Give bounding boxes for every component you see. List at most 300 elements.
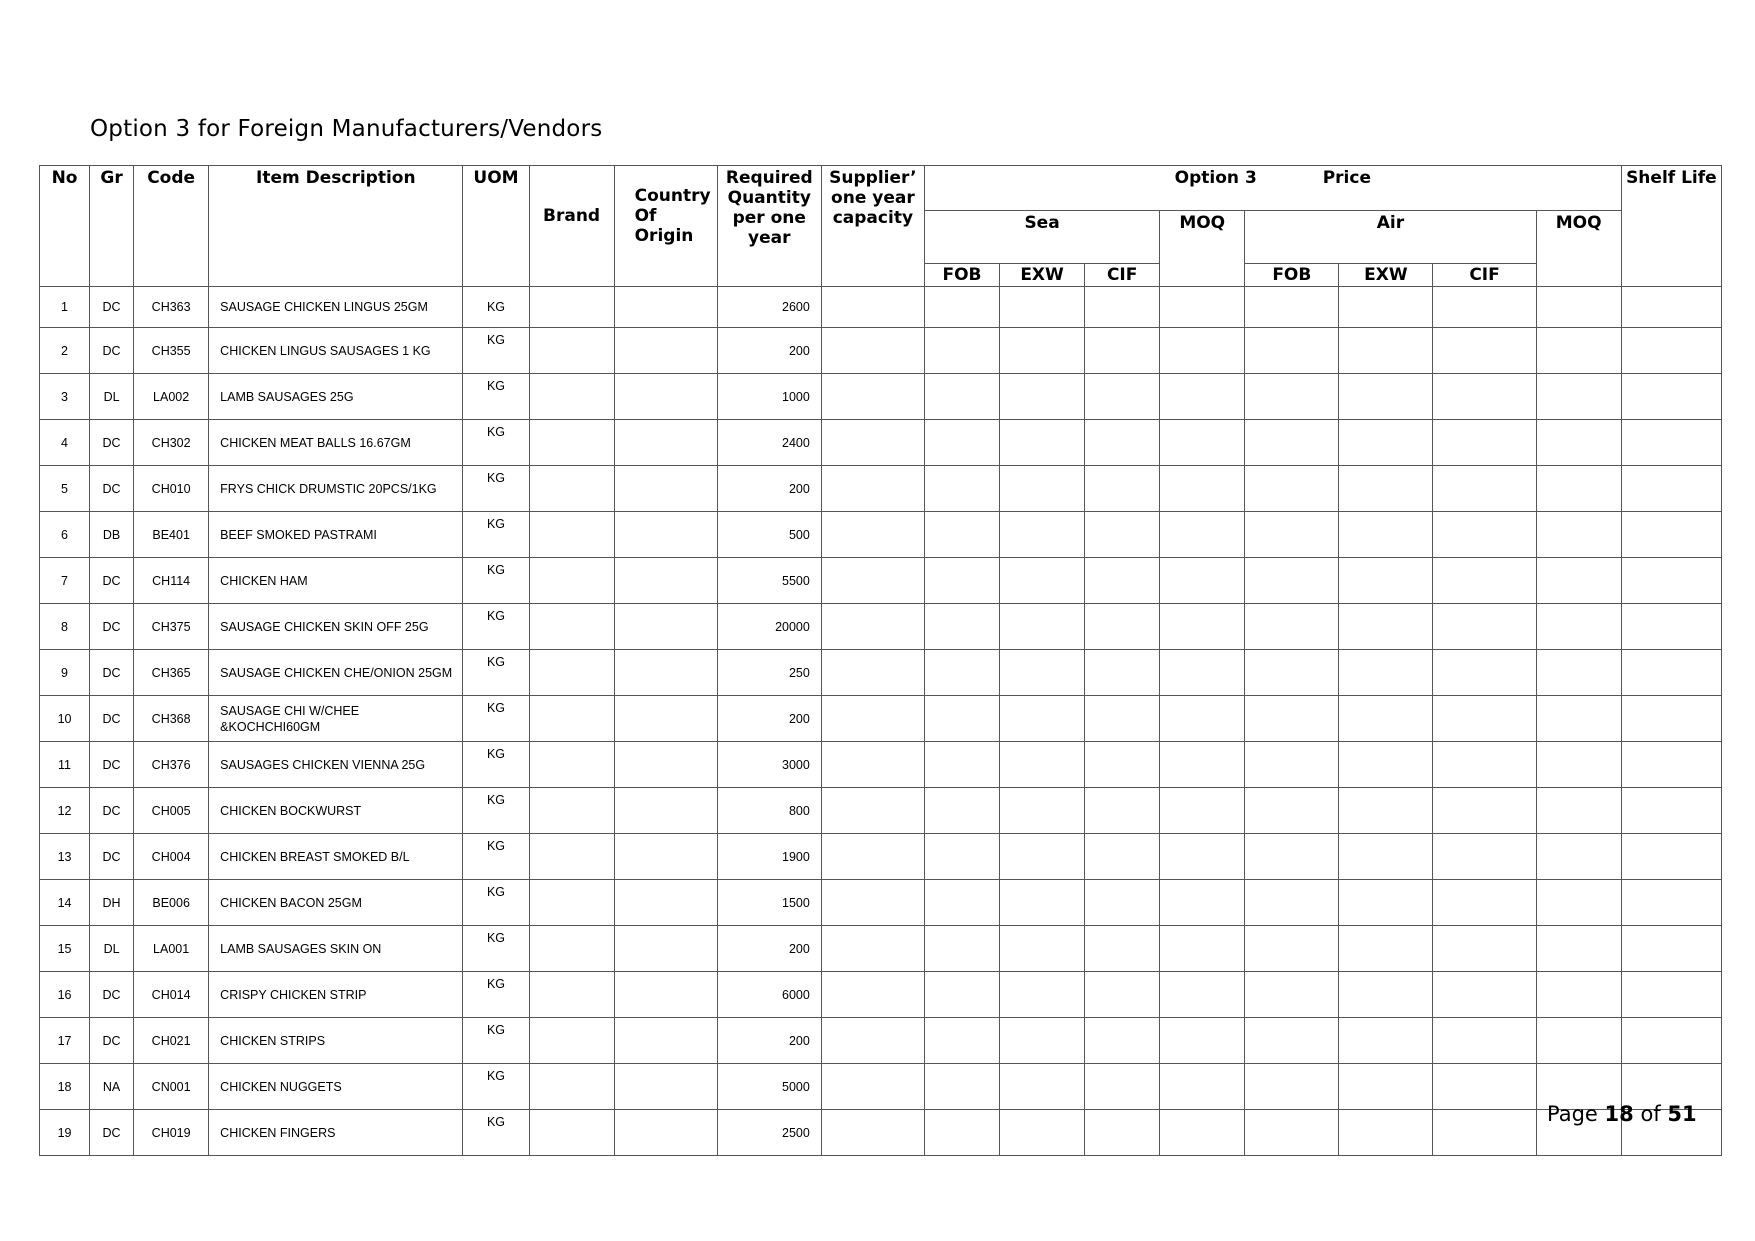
cell-sea-cif bbox=[1085, 650, 1160, 696]
cell-sea-fob bbox=[924, 972, 999, 1018]
cell-required-quantity: 200 bbox=[717, 1018, 821, 1064]
cell-sea-exw bbox=[1000, 1064, 1085, 1110]
cell-no: 5 bbox=[40, 466, 90, 512]
cell-moq-sea bbox=[1160, 742, 1245, 788]
table-row bbox=[40, 742, 1722, 788]
cell-no: 13 bbox=[40, 834, 90, 880]
cell-sea-cif bbox=[1085, 788, 1160, 834]
cell-no: 7 bbox=[40, 558, 90, 604]
table-row bbox=[40, 696, 1722, 742]
cell-uom: KG bbox=[463, 972, 529, 1018]
cell-item-description: CHICKEN FINGERS bbox=[209, 1110, 463, 1156]
cell-sea-fob bbox=[924, 880, 999, 926]
cell-air-cif bbox=[1433, 287, 1536, 328]
cell-air-fob bbox=[1245, 696, 1339, 742]
cell-shelf-life bbox=[1621, 287, 1721, 328]
cell-gr: DC bbox=[90, 1110, 134, 1156]
header-required-quantity: Required Quantity per one year bbox=[717, 166, 821, 287]
header-option-price bbox=[924, 166, 1621, 211]
cell-no: 6 bbox=[40, 512, 90, 558]
cell-sea-cif bbox=[1085, 1110, 1160, 1156]
table-row bbox=[40, 512, 1722, 558]
header-moq-sea: MOQ bbox=[1160, 211, 1245, 287]
cell-shelf-life bbox=[1621, 834, 1721, 880]
table-row bbox=[40, 1110, 1722, 1156]
cell-country-of-origin bbox=[614, 287, 717, 328]
cell-sea-exw bbox=[1000, 512, 1085, 558]
cell-required-quantity: 5500 bbox=[717, 558, 821, 604]
cell-supplier-capacity bbox=[821, 512, 924, 558]
cell-no: 17 bbox=[40, 1018, 90, 1064]
cell-moq-sea bbox=[1160, 604, 1245, 650]
cell-shelf-life bbox=[1621, 650, 1721, 696]
cell-gr: DC bbox=[90, 604, 134, 650]
cell-no: 8 bbox=[40, 604, 90, 650]
cell-moq-air bbox=[1536, 558, 1621, 604]
cell-moq-air bbox=[1536, 742, 1621, 788]
cell-country-of-origin bbox=[614, 1018, 717, 1064]
cell-air-exw bbox=[1339, 742, 1433, 788]
cell-gr: DC bbox=[90, 1018, 134, 1064]
cell-air-fob bbox=[1245, 834, 1339, 880]
cell-country-of-origin bbox=[614, 466, 717, 512]
cell-sea-cif bbox=[1085, 834, 1160, 880]
cell-moq-sea bbox=[1160, 287, 1245, 328]
cell-air-fob bbox=[1245, 604, 1339, 650]
cell-uom: KG bbox=[463, 604, 529, 650]
cell-sea-exw bbox=[1000, 788, 1085, 834]
cell-moq-sea bbox=[1160, 972, 1245, 1018]
header-country-of-origin: Country Of Origin bbox=[614, 166, 717, 287]
page-of: of bbox=[1640, 1102, 1661, 1126]
header-sea-exw: EXW bbox=[1000, 264, 1085, 287]
header-air-cif: CIF bbox=[1433, 264, 1536, 287]
cell-brand bbox=[529, 558, 614, 604]
cell-sea-fob bbox=[924, 834, 999, 880]
header-air: Air bbox=[1245, 211, 1536, 264]
cell-item-description: BEEF SMOKED PASTRAMI bbox=[209, 512, 463, 558]
cell-sea-fob bbox=[924, 1018, 999, 1064]
cell-uom: KG bbox=[463, 1064, 529, 1110]
cell-shelf-life bbox=[1621, 420, 1721, 466]
cell-item-description: LAMB SAUSAGES SKIN ON bbox=[209, 926, 463, 972]
cell-air-fob bbox=[1245, 1018, 1339, 1064]
cell-country-of-origin bbox=[614, 926, 717, 972]
cell-sea-fob bbox=[924, 420, 999, 466]
page-total: 51 bbox=[1667, 1102, 1697, 1126]
cell-gr: DC bbox=[90, 696, 134, 742]
cell-supplier-capacity bbox=[821, 604, 924, 650]
cell-moq-air bbox=[1536, 972, 1621, 1018]
cell-code: CH004 bbox=[134, 834, 209, 880]
table-row bbox=[40, 328, 1722, 374]
cell-air-cif bbox=[1433, 1018, 1536, 1064]
cell-code: CH376 bbox=[134, 742, 209, 788]
cell-required-quantity: 3000 bbox=[717, 742, 821, 788]
cell-sea-fob bbox=[924, 926, 999, 972]
cell-sea-exw bbox=[1000, 374, 1085, 420]
header-air-fob: FOB bbox=[1245, 264, 1339, 287]
cell-code: CH365 bbox=[134, 650, 209, 696]
cell-moq-air bbox=[1536, 1018, 1621, 1064]
cell-code: LA001 bbox=[134, 926, 209, 972]
cell-air-cif bbox=[1433, 834, 1536, 880]
cell-supplier-capacity bbox=[821, 834, 924, 880]
cell-air-fob bbox=[1245, 926, 1339, 972]
cell-country-of-origin bbox=[614, 834, 717, 880]
cell-sea-fob bbox=[924, 466, 999, 512]
cell-country-of-origin bbox=[614, 328, 717, 374]
header-sea: Sea bbox=[924, 211, 1159, 264]
cell-no: 16 bbox=[40, 972, 90, 1018]
cell-uom: KG bbox=[463, 287, 529, 328]
cell-brand bbox=[529, 788, 614, 834]
cell-brand bbox=[529, 972, 614, 1018]
cell-air-exw bbox=[1339, 696, 1433, 742]
cell-moq-sea bbox=[1160, 420, 1245, 466]
cell-sea-fob bbox=[924, 1064, 999, 1110]
cell-moq-sea bbox=[1160, 328, 1245, 374]
cell-uom: KG bbox=[463, 742, 529, 788]
vendor-price-table bbox=[39, 165, 1722, 1156]
cell-supplier-capacity bbox=[821, 466, 924, 512]
cell-required-quantity: 200 bbox=[717, 696, 821, 742]
cell-required-quantity: 6000 bbox=[717, 972, 821, 1018]
cell-air-fob bbox=[1245, 788, 1339, 834]
cell-required-quantity: 2500 bbox=[717, 1110, 821, 1156]
cell-air-exw bbox=[1339, 604, 1433, 650]
cell-gr: DC bbox=[90, 834, 134, 880]
cell-gr: DC bbox=[90, 972, 134, 1018]
cell-code: CH375 bbox=[134, 604, 209, 650]
cell-uom: KG bbox=[463, 1018, 529, 1064]
cell-sea-cif bbox=[1085, 374, 1160, 420]
cell-air-cif bbox=[1433, 972, 1536, 1018]
cell-no: 11 bbox=[40, 742, 90, 788]
cell-required-quantity: 5000 bbox=[717, 1064, 821, 1110]
cell-uom: KG bbox=[463, 420, 529, 466]
header-sea-cif: CIF bbox=[1085, 264, 1160, 287]
cell-moq-air bbox=[1536, 374, 1621, 420]
cell-code: CH302 bbox=[134, 420, 209, 466]
cell-gr: DL bbox=[90, 926, 134, 972]
cell-air-cif bbox=[1433, 558, 1536, 604]
cell-air-cif bbox=[1433, 742, 1536, 788]
cell-country-of-origin bbox=[614, 742, 717, 788]
cell-shelf-life bbox=[1621, 742, 1721, 788]
cell-uom: KG bbox=[463, 328, 529, 374]
table-row bbox=[40, 650, 1722, 696]
table-row bbox=[40, 420, 1722, 466]
cell-supplier-capacity bbox=[821, 558, 924, 604]
cell-sea-exw bbox=[1000, 328, 1085, 374]
cell-required-quantity: 500 bbox=[717, 512, 821, 558]
cell-air-exw bbox=[1339, 972, 1433, 1018]
header-no: No bbox=[40, 166, 90, 287]
cell-gr: DC bbox=[90, 558, 134, 604]
table-row bbox=[40, 788, 1722, 834]
cell-gr: DC bbox=[90, 420, 134, 466]
cell-shelf-life bbox=[1621, 696, 1721, 742]
cell-sea-cif bbox=[1085, 604, 1160, 650]
cell-item-description: SAUSAGE CHI W/CHEE &KOCHCHI60GM bbox=[209, 696, 463, 742]
header-price: Price bbox=[1322, 168, 1371, 188]
header-sea-fob: FOB bbox=[924, 264, 999, 287]
cell-sea-exw bbox=[1000, 880, 1085, 926]
cell-uom: KG bbox=[463, 880, 529, 926]
cell-air-fob bbox=[1245, 374, 1339, 420]
table-row bbox=[40, 1064, 1722, 1110]
cell-air-fob bbox=[1245, 880, 1339, 926]
cell-air-cif bbox=[1433, 880, 1536, 926]
cell-supplier-capacity bbox=[821, 328, 924, 374]
cell-brand bbox=[529, 466, 614, 512]
cell-item-description: CHICKEN HAM bbox=[209, 558, 463, 604]
cell-shelf-life bbox=[1621, 558, 1721, 604]
cell-brand bbox=[529, 1110, 614, 1156]
cell-supplier-capacity bbox=[821, 1110, 924, 1156]
cell-gr: DC bbox=[90, 287, 134, 328]
cell-no: 18 bbox=[40, 1064, 90, 1110]
cell-gr: DC bbox=[90, 788, 134, 834]
cell-air-cif bbox=[1433, 466, 1536, 512]
cell-air-cif bbox=[1433, 696, 1536, 742]
cell-sea-fob bbox=[924, 512, 999, 558]
cell-code: CH010 bbox=[134, 466, 209, 512]
cell-code: CH019 bbox=[134, 1110, 209, 1156]
cell-shelf-life bbox=[1621, 374, 1721, 420]
cell-uom: KG bbox=[463, 696, 529, 742]
cell-air-exw bbox=[1339, 788, 1433, 834]
cell-air-exw bbox=[1339, 512, 1433, 558]
cell-no: 4 bbox=[40, 420, 90, 466]
cell-no: 19 bbox=[40, 1110, 90, 1156]
cell-air-cif bbox=[1433, 604, 1536, 650]
cell-country-of-origin bbox=[614, 788, 717, 834]
header-brand: Brand bbox=[529, 166, 614, 287]
cell-air-cif bbox=[1433, 926, 1536, 972]
cell-air-fob bbox=[1245, 420, 1339, 466]
table-row bbox=[40, 972, 1722, 1018]
cell-air-exw bbox=[1339, 1064, 1433, 1110]
cell-air-exw bbox=[1339, 374, 1433, 420]
table-row bbox=[40, 834, 1722, 880]
cell-gr: DH bbox=[90, 880, 134, 926]
cell-uom: KG bbox=[463, 650, 529, 696]
cell-gr: DC bbox=[90, 650, 134, 696]
cell-brand bbox=[529, 328, 614, 374]
cell-supplier-capacity bbox=[821, 374, 924, 420]
cell-country-of-origin bbox=[614, 650, 717, 696]
cell-moq-sea bbox=[1160, 1064, 1245, 1110]
cell-air-exw bbox=[1339, 880, 1433, 926]
cell-moq-sea bbox=[1160, 558, 1245, 604]
cell-uom: KG bbox=[463, 466, 529, 512]
cell-shelf-life bbox=[1621, 604, 1721, 650]
header-gr: Gr bbox=[90, 166, 134, 287]
cell-air-exw bbox=[1339, 834, 1433, 880]
cell-no: 1 bbox=[40, 287, 90, 328]
table-row bbox=[40, 287, 1722, 328]
cell-moq-sea bbox=[1160, 512, 1245, 558]
cell-item-description: CHICKEN NUGGETS bbox=[209, 1064, 463, 1110]
table-body bbox=[40, 287, 1722, 1156]
cell-shelf-life bbox=[1621, 466, 1721, 512]
cell-air-fob bbox=[1245, 512, 1339, 558]
cell-shelf-life bbox=[1621, 972, 1721, 1018]
cell-shelf-life bbox=[1621, 926, 1721, 972]
cell-brand bbox=[529, 512, 614, 558]
header-supplier-capacity: Supplier’ one year capacity bbox=[821, 166, 924, 287]
cell-supplier-capacity bbox=[821, 788, 924, 834]
header-option: Option 3 bbox=[1174, 168, 1257, 188]
cell-uom: KG bbox=[463, 1110, 529, 1156]
cell-sea-fob bbox=[924, 287, 999, 328]
cell-moq-air bbox=[1536, 420, 1621, 466]
cell-air-cif bbox=[1433, 374, 1536, 420]
cell-air-cif bbox=[1433, 788, 1536, 834]
cell-air-fob bbox=[1245, 1064, 1339, 1110]
cell-air-fob bbox=[1245, 742, 1339, 788]
cell-sea-fob bbox=[924, 604, 999, 650]
table-row bbox=[40, 466, 1722, 512]
table-row bbox=[40, 1018, 1722, 1064]
cell-supplier-capacity bbox=[821, 287, 924, 328]
cell-required-quantity: 800 bbox=[717, 788, 821, 834]
cell-uom: KG bbox=[463, 834, 529, 880]
cell-sea-cif bbox=[1085, 1064, 1160, 1110]
cell-brand bbox=[529, 742, 614, 788]
cell-no: 15 bbox=[40, 926, 90, 972]
cell-supplier-capacity bbox=[821, 926, 924, 972]
cell-shelf-life bbox=[1621, 1018, 1721, 1064]
cell-no: 9 bbox=[40, 650, 90, 696]
cell-sea-fob bbox=[924, 742, 999, 788]
cell-supplier-capacity bbox=[821, 1064, 924, 1110]
cell-air-cif bbox=[1433, 512, 1536, 558]
cell-sea-cif bbox=[1085, 466, 1160, 512]
cell-sea-cif bbox=[1085, 696, 1160, 742]
cell-air-exw bbox=[1339, 420, 1433, 466]
cell-air-fob bbox=[1245, 287, 1339, 328]
cell-required-quantity: 1500 bbox=[717, 880, 821, 926]
cell-sea-cif bbox=[1085, 880, 1160, 926]
cell-required-quantity: 2600 bbox=[717, 287, 821, 328]
cell-country-of-origin bbox=[614, 1064, 717, 1110]
cell-item-description: CHICKEN BREAST SMOKED B/L bbox=[209, 834, 463, 880]
cell-supplier-capacity bbox=[821, 420, 924, 466]
cell-air-fob bbox=[1245, 328, 1339, 374]
cell-sea-cif bbox=[1085, 742, 1160, 788]
cell-moq-air bbox=[1536, 604, 1621, 650]
table-row bbox=[40, 880, 1722, 926]
cell-sea-fob bbox=[924, 328, 999, 374]
cell-moq-air bbox=[1536, 287, 1621, 328]
cell-sea-cif bbox=[1085, 558, 1160, 604]
cell-sea-exw bbox=[1000, 1018, 1085, 1064]
cell-supplier-capacity bbox=[821, 696, 924, 742]
cell-item-description: CHICKEN MEAT BALLS 16.67GM bbox=[209, 420, 463, 466]
page-number bbox=[1547, 1102, 1697, 1126]
cell-air-cif bbox=[1433, 1064, 1536, 1110]
cell-no: 10 bbox=[40, 696, 90, 742]
header-shelf-life: Shelf Life bbox=[1621, 166, 1721, 287]
cell-moq-sea bbox=[1160, 696, 1245, 742]
cell-item-description: FRYS CHICK DRUMSTIC 20PCS/1KG bbox=[209, 466, 463, 512]
cell-moq-sea bbox=[1160, 374, 1245, 420]
cell-sea-cif bbox=[1085, 512, 1160, 558]
cell-brand bbox=[529, 696, 614, 742]
cell-moq-sea bbox=[1160, 926, 1245, 972]
cell-sea-exw bbox=[1000, 834, 1085, 880]
cell-gr: DB bbox=[90, 512, 134, 558]
table-row bbox=[40, 374, 1722, 420]
cell-sea-cif bbox=[1085, 287, 1160, 328]
cell-item-description: CHICKEN LINGUS SAUSAGES 1 KG bbox=[209, 328, 463, 374]
cell-supplier-capacity bbox=[821, 972, 924, 1018]
cell-sea-exw bbox=[1000, 1110, 1085, 1156]
cell-air-fob bbox=[1245, 650, 1339, 696]
cell-sea-exw bbox=[1000, 972, 1085, 1018]
cell-item-description: SAUSAGE CHICKEN CHE/ONION 25GM bbox=[209, 650, 463, 696]
cell-country-of-origin bbox=[614, 604, 717, 650]
cell-air-cif bbox=[1433, 328, 1536, 374]
cell-required-quantity: 250 bbox=[717, 650, 821, 696]
cell-sea-cif bbox=[1085, 328, 1160, 374]
cell-air-cif bbox=[1433, 420, 1536, 466]
cell-item-description: CHICKEN BOCKWURST bbox=[209, 788, 463, 834]
cell-item-description: LAMB SAUSAGES 25G bbox=[209, 374, 463, 420]
header-item-description: Item Description bbox=[209, 166, 463, 287]
cell-moq-sea bbox=[1160, 1018, 1245, 1064]
cell-item-description: CHICKEN STRIPS bbox=[209, 1018, 463, 1064]
cell-code: BE401 bbox=[134, 512, 209, 558]
header-uom: UOM bbox=[463, 166, 529, 287]
cell-uom: KG bbox=[463, 788, 529, 834]
cell-code: LA002 bbox=[134, 374, 209, 420]
cell-moq-air bbox=[1536, 834, 1621, 880]
cell-gr: DL bbox=[90, 374, 134, 420]
cell-sea-exw bbox=[1000, 466, 1085, 512]
cell-required-quantity: 1900 bbox=[717, 834, 821, 880]
cell-no: 12 bbox=[40, 788, 90, 834]
cell-uom: KG bbox=[463, 558, 529, 604]
cell-moq-air bbox=[1536, 328, 1621, 374]
cell-sea-fob bbox=[924, 788, 999, 834]
cell-air-exw bbox=[1339, 1018, 1433, 1064]
cell-required-quantity: 200 bbox=[717, 466, 821, 512]
cell-sea-exw bbox=[1000, 558, 1085, 604]
cell-uom: KG bbox=[463, 926, 529, 972]
cell-item-description: SAUSAGES CHICKEN VIENNA 25G bbox=[209, 742, 463, 788]
cell-code: CH014 bbox=[134, 972, 209, 1018]
cell-shelf-life bbox=[1621, 880, 1721, 926]
header-code: Code bbox=[134, 166, 209, 287]
cell-uom: KG bbox=[463, 512, 529, 558]
cell-code: CH363 bbox=[134, 287, 209, 328]
cell-required-quantity: 200 bbox=[717, 328, 821, 374]
cell-brand bbox=[529, 374, 614, 420]
cell-air-exw bbox=[1339, 1110, 1433, 1156]
table-row bbox=[40, 558, 1722, 604]
cell-air-cif bbox=[1433, 650, 1536, 696]
cell-uom: KG bbox=[463, 374, 529, 420]
cell-sea-fob bbox=[924, 696, 999, 742]
cell-brand bbox=[529, 880, 614, 926]
cell-sea-cif bbox=[1085, 1018, 1160, 1064]
cell-air-fob bbox=[1245, 466, 1339, 512]
cell-brand bbox=[529, 604, 614, 650]
